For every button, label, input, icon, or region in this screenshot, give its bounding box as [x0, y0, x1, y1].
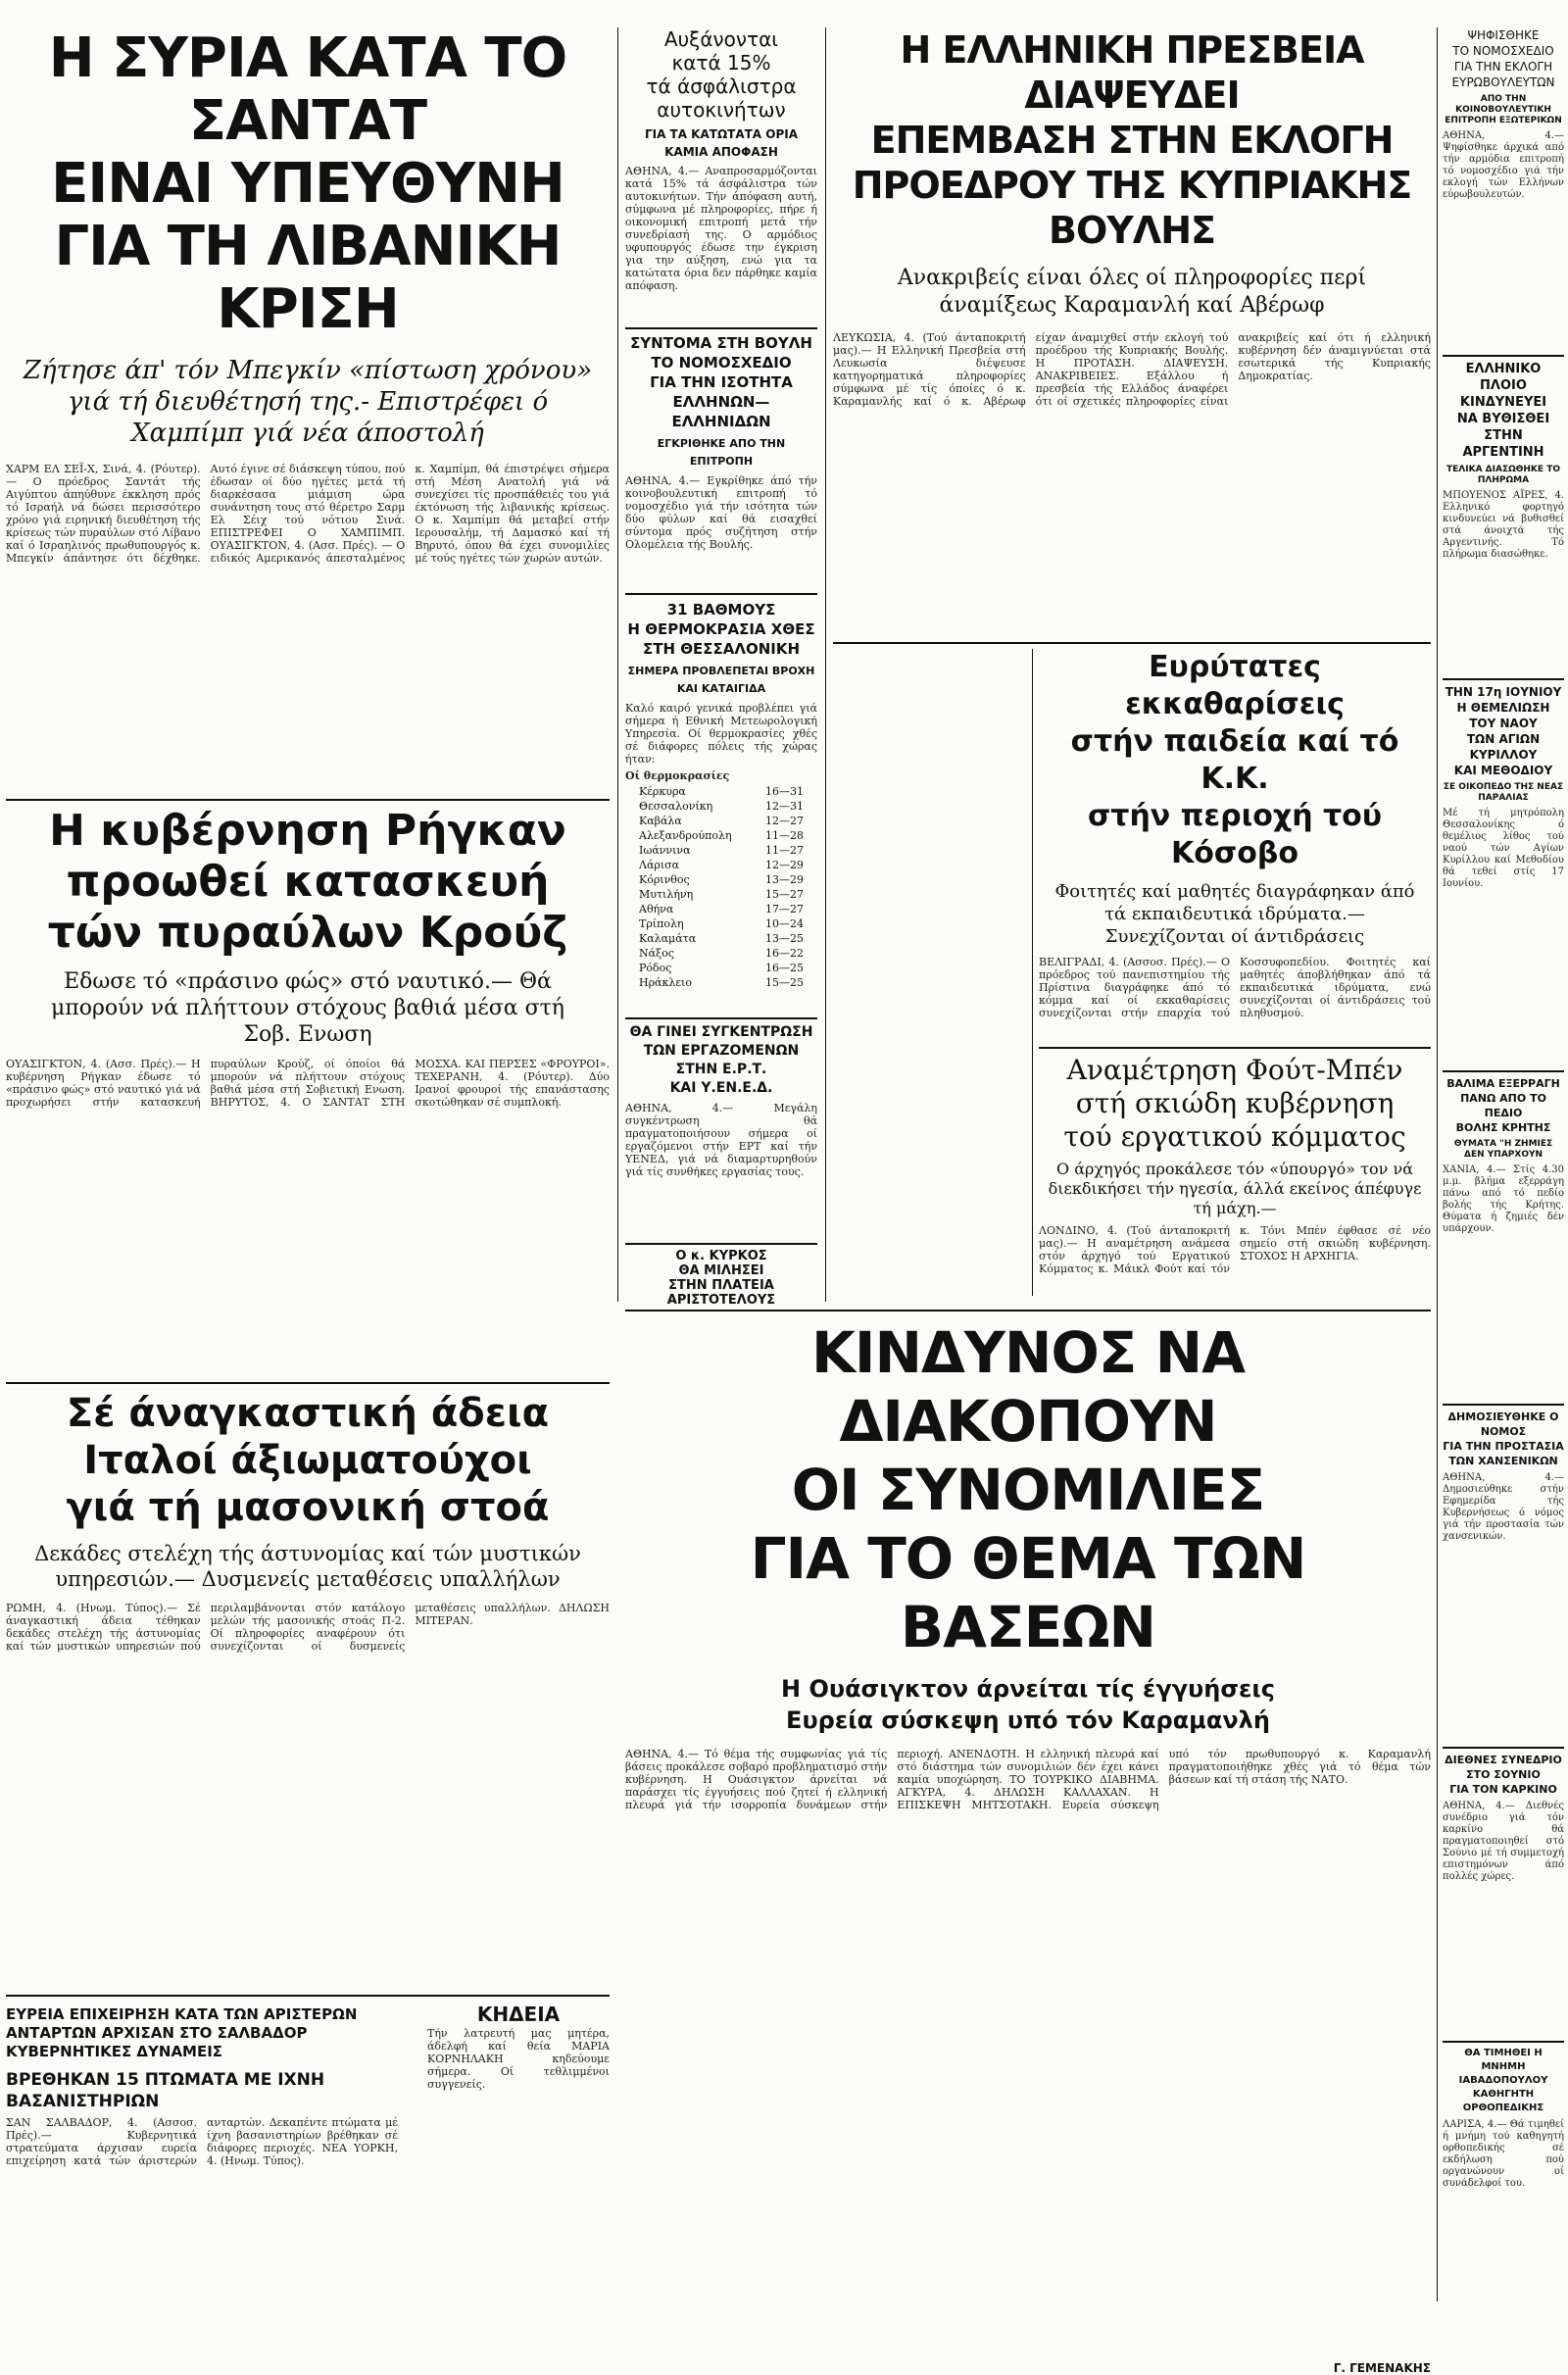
article-eurodeputies	[1443, 27, 1564, 351]
table-row	[638, 961, 805, 975]
article-body: ΧΑΡΜ ΕΛ ΣΕΪ-Χ, Σινά, 4. (Ρόυτερ).— Ο πρόεδρος Σαντάτ τής Αιγύπτου άπηύθυνε έκκληση πρός τό Ισραήλ νά δώσει περισσότερο χρόνο γιά ειρηνική διευθέτηση τής κρίσεως τών πυραύλων στό Λίβανο καί ό Ισραηλινός πρωθυπουργός κ. Μπεγκίν άπάντησε ότι δέχθηκε. Αυτό έγινε σέ διάσκεψη τύπου, πού έδωσαν οί δύο ηγέτες μετά τή διαρκέσασα μιάμιση ώρα συνάντηση τους στό θέρετρο Σαρμ Ελ Σέιχ τού νότιου Σινά. ΕΠΙΣΤΡΕΦΕΙ Ο ΧΑΜΠΙΜΠ. ΟΥΑΣΙΓΚΤΟΝ, 4. (Ασσ. Πρές). — Ο ειδικός Αμερικανός άπεσταλμένος κ. Χαμπίμπ, θά έπιστρέψει σήμερα στή Μέση Ανατολή γιά νά συνεχίσει τίς προσπάθειές του γιά έκτόνωση τής λιβανικής κρίσεως. Ο κ. Χαμπίμπ θά μεταβεί στήν Ιερουσαλήμ, τή Δαμασκό καί τή Βηρυτό, όπου θά έχει συνομιλίες μέ τούς ηγέτες τών χωρών αυτών.	[6, 463, 610, 565]
headline-line: ΤΩΝ ΑΓΙΩΝ ΚΥΡΙΛΛΟΥ	[1466, 732, 1541, 762]
headline-secondary: ΒΡΕΘΗΚΑΝ 15 ΠΤΩΜΑΤΑ ΜΕ ΙΧΝΗ ΒΑΣΑΝΙΣΤΗΡΙΩΝ	[6, 2070, 325, 2111]
subheadline	[625, 1673, 1431, 1736]
headline-line: ΚΙΝΔΥΝΟΣ ΝΑ ΔΙΑΚΟΠΟΥΝ	[810, 1319, 1246, 1455]
headline-line: ΚΙΝΔΥΝΕΥΕΙ	[1459, 395, 1547, 410]
subheadline: Εδωσε τό «πράσινο φώς» στό ναυτικό.— Θά μπορούν νά πλήττουν στόχους βαθιά μέσα στή Σοβ. Ενωση	[51, 969, 564, 1047]
headline-line: ΟΙ ΣΥΝΟΜΙΛΙΕΣ	[791, 1457, 1265, 1523]
temperature-cell: 15—27	[765, 888, 804, 901]
subheadline-line: Η Ουάσιγκτον άρνείται τίς έγγυήσεις	[781, 1675, 1275, 1703]
headline	[6, 1390, 610, 1531]
temperature-cell: 12—27	[765, 815, 804, 827]
table-row	[638, 931, 805, 946]
kicker: ΤΕΛΙΚΑ ΔΙΑΣΩΘΗΚΕ ΤΟ ΠΛΗΡΩΜΑ	[1446, 465, 1560, 485]
article-body: ΡΩΜΗ, 4. (Ηνωμ. Τύπος).— Σέ άναγκαστική άδεια τέθηκαν δεκάδες στελέχη τής άστυνομίας καί τών μυστικών υπηρεσιών πού περιλαμβάνονται στόν κατάλογο μελών τής μασονικής στοάς Π-2. Οί πληροφορίες αναφέρουν ότι συνεχίζονται οί δυσμενείς μεταθέσεις υπαλλήλων. ΔΗΛΩΣΗ ΜΙΤΕΡΑΝ.	[6, 1602, 610, 1653]
article-body: ΑΘΗΝΑ, 4.— Δημοσιεύθηκε στήν Εφημερίδα τής Κυβερνήσεως ό νόμος γιά τήν προστασία τών χανσενικών.	[1443, 1472, 1564, 1542]
article-salvador	[6, 2002, 610, 2305]
divider	[1443, 355, 1564, 357]
headline-line: Αυξάνονται	[663, 27, 779, 51]
divider	[1443, 678, 1564, 680]
article-body: Μέ τή μητρόπολη Θεσσαλονίκης ό θεμέλιος λίθος τού ναού τών Αγίων Κυρίλλου καί Μεθοδίου θά τεθεί στίς 17 Ιουνίου.	[1443, 808, 1564, 889]
headline-line: ΕΛΛΗΝΩΝ—ΕΛΛΗΝΙΔΩΝ	[671, 393, 771, 430]
headline-line: ΔΙΕΘΝΕΣ ΣΥΝΕΔΡΙΟ	[1445, 1754, 1562, 1766]
headline-line: ΤΟ ΝΟΜΟΣΧΕΔΙΟ	[1452, 44, 1554, 58]
headline-line: ΤΩΝ ΕΡΓΑΖΟΜΕΝΩΝ	[643, 1043, 800, 1059]
divider	[6, 1382, 610, 1384]
headline-line: ΓΙΑ ΤΗΝ ΙΣΟΤΗΤΑ	[650, 373, 793, 391]
article-foot-benn	[1039, 1054, 1431, 1304]
headline-line: Ιταλοί άξιωματούχοι	[83, 1438, 532, 1483]
obituary-title: ΚΗΔΕΙΑ	[476, 2003, 561, 2026]
divider	[625, 327, 817, 329]
temperature-table	[638, 784, 805, 990]
headline: ΕΥΡΕΙΑ ΕΠΙΧΕΙΡΗΣΗ ΚΑΤΑ ΤΩΝ ΑΡΙΣΤΕΡΩΝ ΑΝΤΑΡΤΩΝ ΑΡΧΙΣΑΝ ΣΤΟ ΣΑΛΒΑΔΟΡ ΚΥΒΕΡΝΗΤΙΚΕΣ ΔΥΝΑΜΕΙΣ	[6, 2005, 358, 2060]
subheadline: Φοιτητές καί μαθητές διαγράφηκαν άπό τά εκπαιδευτικά ιδρύματα.— Συνεχίζονται οί άντιδράσεις	[1054, 881, 1415, 947]
headline-line: ΣΤΗΝ ΑΡΓΕΝΤΙΝΗ	[1462, 428, 1544, 460]
table-row	[638, 828, 805, 843]
article-weather	[625, 600, 817, 1012]
article-memorial	[1443, 2047, 1564, 2303]
temperature-cell: 12—29	[765, 859, 804, 871]
byline: Γ. ΓΕΜΕΝΑΚΗΣ	[1333, 2361, 1431, 2375]
obituary	[427, 2002, 610, 2091]
headline-line: ΙΑΒΑΔΟΠΟΥΛΟΥ	[1458, 2075, 1548, 2086]
temperature-cell: 16—31	[765, 785, 804, 798]
headline-line: Η ΣΥΡΙΑ ΚΑΤΑ ΤΟ ΣΑΝΤΑΤ	[48, 26, 567, 153]
headline-line: γιά τή μασονική στοά	[66, 1485, 550, 1530]
divider	[1443, 1404, 1564, 1406]
headline	[625, 1318, 1431, 1661]
table-row	[638, 916, 805, 931]
temperature-cell: 17—27	[765, 903, 804, 915]
headline-line: ΚΑΙ ΜΕΘΟΔΙΟΥ	[1453, 764, 1553, 777]
headline	[1443, 361, 1564, 461]
table-row	[638, 902, 805, 916]
headline	[1443, 1753, 1564, 1797]
headline-line: ΠΑΝΩ ΑΠΟ ΤΟ ΠΕΔΙΟ	[1460, 1092, 1546, 1119]
kicker: ΘΥΜΑΤΑ "Η ΖΗΜΙΕΣ ΔΕΝ ΥΠΑΡΧΟΥΝ	[1453, 1139, 1553, 1160]
article-masonic-lodge	[6, 1390, 610, 1988]
divider	[833, 642, 1431, 644]
city-cell: Κέρκυρα	[639, 785, 686, 798]
headline-line: ΣΤΗΝ ΠΛΑΤΕΙΑ	[668, 1278, 774, 1293]
table-row	[638, 872, 805, 887]
headline-line: ΣΤΗ ΘΕΣΣΑΛΟΝΙΚΗ	[642, 640, 801, 658]
article-body: ΛΟΝΔΙΝΟ, 4. (Τού άνταποκριτή μας).— Η αναμέτρηση ανάμεσα στόν άρχηγό τού Εργατικού Κόμματος κ. Μάικλ Φούτ καί τόν κ. Τόνι Μπέν έφθασε σέ νέο σημείο στή σκιώδη κυβέρνηση. ΣΤΟΧΟΣ Η ΑΡΧΗΓΙΑ.	[1039, 1224, 1431, 1275]
headline-line: Η κυβέρνηση Ρήγκαν	[49, 806, 566, 856]
table-row	[638, 814, 805, 828]
article-body: ΑΘΗΝΑ, 4.— Εγκρίθηκε άπό τήν κοινοβουλευτική επιτροπή τό νομοσχέδιο γιά τήν ισότητα τών δύο φύλων καί θά εισαχθεί σύντομα πρός συζήτηση στήν Ολομέλεια τής Βουλής.	[625, 474, 817, 551]
article-body: Καλό καιρό γενικά προβλέπει γιά σήμερα ή Εθνική Μετεωρολογική Υπηρεσία. Οί θερμοκρασίες χθές σέ διάφορες πόλεις τής χώρας ήταν:	[625, 702, 817, 766]
article-equality	[625, 333, 817, 588]
headline-line: ΒΑΛΙΜΑ ΕΞΕΡΡΑΓΗ	[1446, 1077, 1560, 1090]
headline	[625, 27, 817, 122]
column-divider	[1032, 649, 1033, 1296]
subheadline: Ο άρχηγός προκάλεσε τόν «ύπουργό» τον νά διεκδικήσει τήν ηγεσία, άλλά εκείνος άπέφυγε τή μάχη.—	[1048, 1160, 1422, 1217]
headline-line: 31 ΒΑΘΜΟΥΣ	[666, 601, 776, 618]
headline	[1443, 2047, 1564, 2115]
divider	[1039, 1047, 1431, 1049]
article-kyrkos	[625, 1249, 817, 1308]
city-cell: Καλαμάτα	[639, 932, 697, 945]
city-cell: Ηράκλειο	[639, 976, 692, 989]
headline	[1443, 27, 1564, 90]
article-body: ΛΑΡΙΣΑ, 4.— Θά τιμηθεί ή μνήμη τού καθηγητή ορθοπεδικής σέ εκδήλωση πού οργανώνουν οί συνάδελφοί του.	[1443, 2119, 1564, 2189]
subheadline-line: Ευρεία σύσκεψη υπό τόν Καραμανλή	[786, 1707, 1270, 1734]
article-body: ΑΘΗΝΑ, 4.— Ψηφίσθηκε άρχικά από τήν αρμόδια επιτροπή τό νομοσχέδιο γιά τήν εκλογή τών Ελλήνων εύρωβουλευτών.	[1443, 130, 1564, 200]
headline	[625, 1023, 817, 1098]
subheadline: Δεκάδες στελέχη τής άστυνομίας καί τών μυστικών υπηρεσιών.— Δυσμενείς μεταθέσεις υπαλλήλων	[34, 1542, 581, 1591]
headline-line: στή σκιώδη κυβέρνηση	[1075, 1087, 1395, 1119]
headline-line: ΣΥΝΤΟΜΑ ΣΤΗ ΒΟΥΛΗ	[630, 334, 812, 352]
kicker: ΣΕ ΟΙΚΟΠΕΔΟ ΤΗΣ ΝΕΑΣ ΠΑΡΑΛΙΑΣ	[1443, 782, 1564, 803]
divider	[1443, 1747, 1564, 1749]
subheadline: Ανακριβείς είναι όλες οί πληροφορίες περί άναμίξεως Καραμανλή καί Αβέρωφ	[897, 266, 1367, 318]
temperature-cell: 10—24	[765, 917, 804, 930]
headline-line: Ευρύτατες εκκαθαρίσεις	[1125, 650, 1345, 721]
article-kyrillos	[1443, 684, 1564, 1066]
table-row	[638, 784, 805, 799]
divider	[1443, 1070, 1564, 1072]
article-hansen	[1443, 1410, 1564, 1743]
city-cell: Θεσσαλονίκη	[639, 800, 713, 813]
headline-line: τού εργατικού κόμματος	[1063, 1120, 1406, 1153]
headline-line: ΒΟΛΗΣ ΚΡΗΤΗΣ	[1455, 1121, 1551, 1134]
headline-line: κατά 15%	[671, 51, 771, 74]
divider	[625, 1017, 817, 1019]
city-cell: Καβάλα	[639, 815, 682, 827]
table-row	[638, 858, 805, 872]
headline-line: ΘΑ ΤΙΜΗΘΕΙ Η ΜΝΗΜΗ	[1464, 2048, 1543, 2072]
subheadline: Ζήτησε άπ' τόν Μπεγκίν «πίστωση χρόνου» γιά τή διευθέτησή της.- Επιστρέφει ό Χαμπίμπ γιά νέα άποστολή	[23, 356, 593, 448]
headline-line: ΤΗΝ 17η ΙΟΥΝΙΟΥ	[1445, 685, 1562, 699]
article-body: ΑΘΗΝΑ, 4.— Τό θέμα τής συμφωνίας γιά τίς βάσεις προκάλεσε σοβαρό προβληματισμό στήν κυβέρνηση. Η Ουάσιγκτον άρνείται νά παράσχει τίς έγγυήσεις πού ζητεί ή ελληνική πλευρά γιά τήν ισορροπία δυνάμεων στήν περιοχή. ΑΝΕΝΔΟΤΗ. Η ελληνική πλευρά καί στό διάστημα τών συνομιλιών δέν έχει κάνει καμία υποχώρηση. ΤΟ ΤΟΥΡΚΙΚΟ ΔΙΑΒΗΜΑ. ΑΓΚΥΡΑ, 4. ΔΗΛΩΣΗ ΚΑΛΛΑΧΑΝ. Η ΕΠΙΣΚΕΨΗ ΜΗΤΣΟΤΑΚΗ. Ευρεία σύσκεψη υπό τόν πρωθυπουργό κ. Καραμανλή πραγματοποιήθηκε χθές γιά τό θέμα τών βάσεων καί τή στάση τής ΝΑΤΟ.	[625, 1748, 1431, 1811]
headline-line: στήν παιδεία καί τό Κ.Κ.	[1070, 724, 1399, 796]
headline-line: ΨΗΦΙΣΘΗΚΕ	[1467, 28, 1540, 42]
temperature-cell: 16—25	[765, 962, 804, 974]
article-body: ΟΥΑΣΙΓΚΤΟΝ, 4. (Ασσ. Πρές).— Η κυβέρνηση Ρήγκαν έδωσε τό «πράσινο φώς» στό ναυτικό γιά νά προχωρήσει στήν κατασκευή πυραύλων Κρούζ, οί όποίοι θά μπορούν νά πλήττουν στόχους βαθιά μέσα στή Σοβιετική Ενωση. ΒΗΡΥΤΟΣ, 4. Ο ΣΑΝΤΑΤ ΣΤΗ ΜΟΣΧΑ. ΚΑΙ ΠΕΡΣΕΣ «ΦΡΟΥΡΟΙ». ΤΕΧΕΡΑΝΗ, 4. (Ρόυτερ). Δύο Ιρανοί φρουροί τής επανάστασης σκοτώθηκαν σέ συμπλοκή.	[6, 1058, 610, 1109]
headline-line: ΚΑΘΗΓΗΤΗ ΟΡΘΟΠΕΔΙΚΗΣ	[1462, 2089, 1544, 2113]
divider	[6, 799, 610, 801]
headline	[1443, 684, 1564, 778]
temperature-cell: 11—27	[765, 844, 804, 857]
article-shell	[1443, 1076, 1564, 1400]
headline-line: ΔΗΜΟΣΙΕΥΘΗΚΕ Ο ΝΟΜΟΣ	[1447, 1410, 1559, 1438]
headline-line: Ο κ. ΚΥΡΚΟΣ	[675, 1249, 767, 1263]
table-row	[638, 799, 805, 814]
temperature-cell: 13—29	[765, 873, 804, 886]
headline-line: ΓΙΑ ΤΗΝ ΠΡΟΣΤΑΣΙΑ	[1443, 1440, 1564, 1453]
city-cell: Κόρινθος	[639, 873, 690, 886]
headline-line: αυτοκινήτων	[657, 98, 786, 122]
kicker: ΑΠΟ ΤΗΝ ΚΟΙΝΟΒΟΥΛΕΥΤΙΚΗ ΕΠΙΤΡΟΠΗ ΕΞΩΤΕΡΙΚΩΝ	[1445, 94, 1562, 125]
temperature-cell: 16—22	[765, 947, 804, 960]
column-divider	[1437, 27, 1438, 2301]
headline-line: τών πυραύλων Κρούζ	[47, 908, 568, 958]
headline-line: Σέ άναγκαστική άδεια	[66, 1391, 550, 1436]
article-body: ΜΠΟΥΕΝΟΣ ΑΪΡΕΣ, 4. Ελληνικό φορτηγό κινδυνεύει νά βυθισθεί στά άνοιχτά τής Αργεντινής. Τό πλήρωμα διασώθηκε.	[1443, 490, 1564, 560]
headline-line: ΘΑ ΜΙΛΗΣΕΙ	[678, 1263, 764, 1278]
city-cell: Αλεξανδρούπολη	[639, 829, 732, 842]
headline-line: ΓΙΑ ΤΟΝ ΚΑΡΚΙΝΟ	[1449, 1783, 1557, 1796]
headline	[1443, 1410, 1564, 1468]
headline	[833, 27, 1431, 253]
article-traffic	[625, 27, 817, 322]
divider	[6, 1995, 610, 1997]
divider	[1443, 2041, 1564, 2043]
city-cell: Ιωάννινα	[639, 844, 691, 857]
article-bases	[625, 1318, 1431, 2375]
headline	[1039, 1054, 1431, 1154]
article-body: ΧΑΝΙΑ, 4.— Στίς 4.30 μ.μ. βλήμα εξερράγη πάνω από τό πεδίο βολής τής Κρήτης. Θύματα ή ζημιές δέν υπάρχουν.	[1443, 1164, 1564, 1234]
headline	[625, 600, 817, 659]
headline-line: ΓΙΑ ΤΟ ΘΕΜΑ ΤΩΝ ΒΑΣΕΩΝ	[750, 1525, 1306, 1660]
article-ship	[1443, 361, 1564, 674]
article-cancer	[1443, 1753, 1564, 2037]
headline-line: ΣΤΟ ΣΟΥΝΙΟ	[1466, 1768, 1541, 1781]
article-kosovo	[1039, 649, 1431, 1041]
headline	[6, 27, 610, 341]
city-cell: Αθήνα	[639, 903, 674, 915]
article-cruise-missiles	[6, 806, 610, 1374]
table-row	[638, 975, 805, 990]
headline-line: προωθεί κατασκευή	[66, 857, 550, 907]
headline-line: ΠΡΟΕΔΡΟΥ ΤΗΣ ΚΥΠΡΙΑΚΗΣ ΒΟΥΛΗΣ	[852, 164, 1412, 252]
kicker: ΓΙΑ ΤΑ ΚΑΤΩΤΑΤΑ ΟΡΙΑ ΚΑΜΙΑ ΑΠΟΦΑΣΗ	[644, 127, 799, 159]
headline-line: ΓΙΑ ΤΗΝ ΕΚΛΟΓΗ	[1453, 60, 1553, 74]
headline-line: ΣΤΗΝ Ε.Ρ.Τ.	[675, 1062, 767, 1077]
kicker: ΣΗΜΕΡΑ ΠΡΟΒΛΕΠΕΤΑΙ ΒΡΟΧΗ ΚΑΙ ΚΑΤΑΙΓΙΔΑ	[627, 665, 815, 695]
headline-line: τά άσφάλιστρα	[646, 74, 797, 98]
headline	[1443, 1076, 1564, 1135]
article-body: ΑΘΗΝΑ, 4.— Μεγάλη συγκέντρωση θά πραγματοποιήσουν σήμερα οί εργαζόμενοι στήν ΕΡΤ καί τήν ΥΕΝΕΔ, γιά νά διαμαρτυρηθούν γιά τίς συνθήκες εργασίας τους.	[625, 1102, 817, 1178]
city-cell: Ρόδος	[639, 962, 672, 974]
article-embassy	[833, 27, 1431, 635]
article-rally	[625, 1023, 817, 1239]
headline	[6, 806, 610, 959]
divider	[625, 593, 817, 595]
headline	[625, 333, 817, 431]
temperature-cell: 12—31	[765, 800, 804, 813]
temperature-table-header: Οί θερμοκρασίες	[625, 769, 730, 782]
article-body: ΛΕΥΚΩΣΙΑ, 4. (Τού άνταποκριτή μας).— Η Ελληνική Πρεσβεία στή Λευκωσία διέψευσε κατηγορηματικά πληροφορίες σύμφωνα μέ τίς όποίες ό κ. Καραμανλής καί ό κ. Αβέρωφ είχαν άναμιχθεί στήν εκλογή τού προέδρου τής Κυπριακής Βουλής. Η ΠΡΟΤΑΣΗ. ΔΙΑΨΕΥΣΗ. ΑΝΑΚΡΙΒΕΙΕΣ. Εξάλλου ή πρεσβεία τής Ελλάδος άναφέρει ότι οί σχετικές πληροφορίες είναι ανακριβείς καί ότι ή ελληνική κυβέρνηση δέν άναμιγνύεται στά εσωτερικά τής Κυπριακής Δημοκρατίας.	[833, 331, 1431, 408]
headline	[625, 1249, 817, 1308]
city-cell: Λάρισα	[639, 859, 680, 871]
headline-line: Αναμέτρηση Φούτ-Μπέν	[1066, 1054, 1403, 1086]
headline-line: στήν περιοχή τού Κόσοβο	[1087, 799, 1383, 870]
headline-line: Η ΘΕΜΕΛΙΩΣΗ ΤΟΥ ΝΑΟΥ	[1456, 701, 1550, 730]
table-row	[638, 946, 805, 961]
headline-line: ΑΡΙΣΤΟΤΕΛΟΥΣ	[666, 1293, 776, 1308]
table-row	[638, 887, 805, 902]
city-cell: Νάξος	[639, 947, 674, 960]
headline-line: ΓΙΑ ΤΗ ΛΙΒΑΝΙΚΗ ΚΡΙΣΗ	[54, 215, 562, 341]
article-body: ΑΘΗΝΑ, 4.— Αναπροσαρμόζονται κατά 15% τά άσφάλιστρα τών αυτοκινήτων. Τήν άπόφαση αυτή, σύμφωνα μέ πληροφορίες, πήρε ή οικονομική επιτροπή μετά τήν συνεδρίασή της. Ο αρμόδιος υφυπουργός έδωσε την έγκριση για την αύξηση, ενώ για τα κατώτατα όρια δεν πάρθηκε καμία απόφαση.	[625, 165, 817, 292]
headline-line: ΕΛΛΗΝΙΚΟ ΠΛΟΙΟ	[1465, 362, 1542, 393]
city-cell: Μυτιλήνη	[639, 888, 694, 901]
temperature-cell: 13—25	[765, 932, 804, 945]
article-body: ΣΑΝ ΣΑΛΒΑΔΟΡ, 4. (Ασσοσ. Πρές).— Κυβερνητικά στρατεύματα άρχισαν ευρεία επιχείρηση κατά τών άριστερών ανταρτών. Δεκαπέντε πτώματα μέ ίχνη βασανιστηρίων βρέθηκαν σέ διάφορες περιοχές. ΝΕΑ ΥΟΡΚΗ, 4. (Ηνωμ. Τύπος).	[6, 2116, 398, 2167]
article-syria	[6, 27, 610, 792]
headline-line: ΚΑΙ Υ.ΕΝ.Ε.Δ.	[669, 1080, 773, 1096]
divider	[625, 1310, 1431, 1311]
temperature-cell: 11—28	[765, 829, 804, 842]
temperature-cell: 15—25	[765, 976, 804, 989]
headline-line: ΕΙΝΑΙ ΥΠΕΥΘΥΝΗ	[51, 152, 564, 216]
article-body: ΑΘΗΝΑ, 4.— Διεθνές συνέδριο γιά τόν καρκίνο θά πραγματοποιηθεί στό Σούνιο μέ τή συμμετοχή επιστημόνων άπό πολλές χώρες.	[1443, 1801, 1564, 1882]
headline-line: ΘΑ ΓΙΝΕΙ ΣΥΓΚΕΝΤΡΩΣΗ	[629, 1024, 813, 1040]
obituary-text: Τήν λατρευτή μας μητέρα, άδελφή καί θεία ΜΑΡΙΑ ΚΟΡΝΗΛΑΚΗ κηδεύουμε σήμερα. Οί τεθλιμμένοι συγγενείς.	[427, 2027, 610, 2091]
divider	[625, 1243, 817, 1245]
column-divider	[617, 27, 618, 1302]
headline-line: ΤΟ ΝΟΜΟΣΧΕΔΙΟ	[651, 354, 792, 371]
table-row	[638, 843, 805, 858]
headline-line: ΕΠΕΜΒΑΣΗ ΣΤΗΝ ΕΚΛΟΓΗ	[870, 119, 1394, 162]
column-divider	[825, 27, 826, 1302]
headline-line: Η ΘΕΡΜΟΚΡΑΣΙΑ ΧΘΕΣ	[627, 620, 815, 638]
headline-line: ΤΩΝ ΧΑΝΣΕΝΙΚΩΝ	[1448, 1455, 1558, 1467]
city-cell: Τρίπολη	[639, 917, 684, 930]
headline-line: ΝΑ ΒΥΘΙΣΘΕΙ	[1456, 412, 1550, 426]
headline	[1039, 649, 1431, 872]
kicker: ΕΓΚΡΙΘΗΚΕ ΑΠΟ ΤΗΝ ΕΠΙΤΡΟΠΗ	[657, 437, 786, 468]
headline-line: ΕΥΡΩΒΟΥΛΕΥΤΩΝ	[1451, 75, 1555, 89]
headline-line: Η ΕΛΛΗΝΙΚΗ ΠΡΕΣΒΕΙΑ ΔΙΑΨΕΥΔΕΙ	[900, 28, 1364, 117]
article-body: ΒΕΛΙΓΡΑΔΙ, 4. (Ασσοσ. Πρές).— Ο πρόεδρος τού πανεπιστημίου τής Πρίστινα διαγράφηκε άπό τό κόμμα καί οί εκκαθαρίσεις συνεχίζονται στήν επαρχία τού Κοσσυφοπεδίου. Φοιτητές καί μαθητές άποβλήθηκαν άπό τά εκπαιδευτικά ιδρύματα, ενώ συνεχίζονται οί άντιδράσεις τού πληθυσμού.	[1039, 956, 1431, 1019]
